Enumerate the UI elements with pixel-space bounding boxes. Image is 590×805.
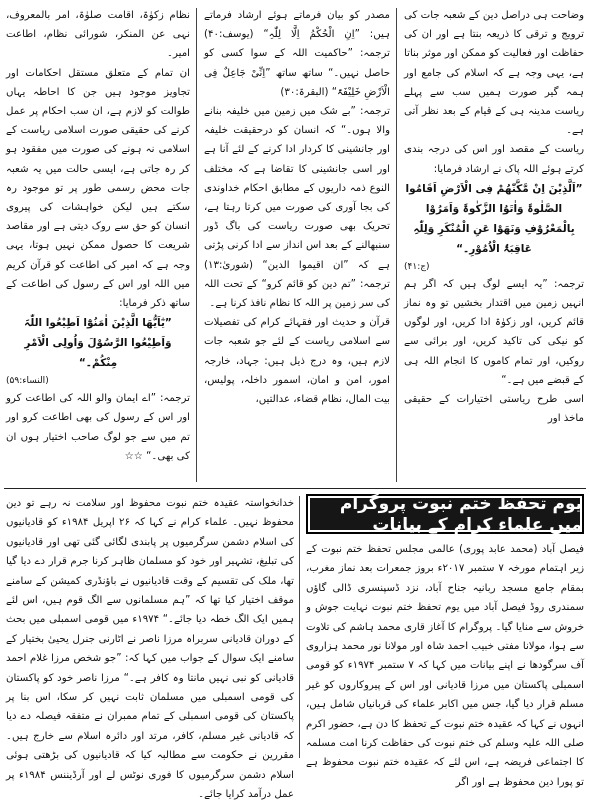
column-rule bbox=[196, 8, 197, 482]
section-divider bbox=[4, 488, 586, 489]
news-section bbox=[4, 492, 586, 801]
article-paragraph: مصدر کو بیان فرماتے ہوئے ارشاد فرماتے ہیں: ”اِنِ الْحُکْمُ اِلَّا لِلّٰہِ“ (یوسف:۴۰) ترجمہ: ”حاکمیت اللہ کے سوا کسی کو حاصل نہیں۔“ ساتھ ساتھ ”اِنِّیْ جَاعِلٌ فِی الْاَرْضِ خَلِیْفَۃً“ (البقرۃ:۳۰) bbox=[204, 10, 390, 98]
article-section bbox=[4, 4, 586, 486]
news-headline: یوم تحفظ ختم نبوت پروگرام میں علماء کرام کے بیانات bbox=[306, 494, 584, 534]
newspaper-page bbox=[4, 4, 586, 801]
article-paragraph: ان تمام کے متعلق مستقل احکامات اور تجاویز موجود ہیں جن کا احاطہ یہاں طوالت کو لازم ہے، ان سب احکام پر عمل کرنے کی حقیقی صورت اسلامی ریاست کے اسلامی نہ ہونے کی صورت میں مفقود ہو کر رہ جاتی ہے، ایسی حالت میں یہ شعبہ جات محض رسمی طور پر تو موجود رہ سکتے ہیں لیکن خواہشات کی پیروی انسان کو حق سے روک دیتی ہے اور مقاصد شریعت کا حصول ممکن نہیں ہوتا، یہی وجہ ہے کہ امیر کی اطاعت کو قرآن کریم میں اللہ اور اس کے رسول کی اطاعت کے ساتھ ذکر فرمایا: bbox=[6, 67, 190, 310]
article-paragraph: قرآن و حدیث اور فقہائے کرام کی تفصیلات سے اسلامی ریاست کے لئے جو شعبہ جات لازم ہیں، وہ درج ذیل ہیں: جہاد، خارجہ امور، امن و امان، اسمور داخلہ، پولیس، بیت المال، نظام قضاء، عدالتیں، bbox=[204, 317, 390, 406]
column-rule bbox=[299, 496, 300, 758]
news-column-right: فیصل آباد (محمد عابد پوری) عالمی مجلس تحفظ ختم نبوت کے زیر اہتمام مورخہ ۷ ستمبر ۲۰۱۷ء بروز جمعرات بعد نماز مغرب، بمقام جامع مسجد ربانیہ جناح آباد، نزد ڈسپنسری ڈالی گاؤں سمندری روڈ فیصل آباد میں یوم تحفظ ختم نبوت نہایت جوش و خروش سے منایا گیا۔ پروگرام کا آغاز قاری محمد ہاشم کی تلاوت سے ہوا، مولانا مفتی خبیب احمد شاہ اور مولانا نور محمد ہزاروی آف سرگودھا نے اپنے بیانات میں کہا کہ ۷ ستمبر ۱۹۷۴ء کو قومی اسمبلی پاکستان میں مرزا قادیانی اور اس کے پیروکاروں کو غیر مسلم قرار دیا گیا، جس میں اکابر علماء کی قربانیاں شامل ہیں، انہوں نے کہا کہ عقیدہ ختم نبوت کے تحفظ کا دن ہے، حضور اکرم صلی اللہ علیہ وسلم کی ختم نبوت کی حفاظت کرنا امت مسلمہ کا اجتماعی فریضہ ہے، اس لئے کہ عقیدہ ختم نبوت محفوظ ہے تو پورا دین محفوظ ہے اور اگر bbox=[306, 544, 585, 788]
column-rule bbox=[396, 8, 397, 482]
article-paragraph: نظام زکوٰۃ، اقامت صلوٰۃ، امر بالمعروف، نہی عن المنکر، شورائی نظام، اطاعت امیر۔ bbox=[6, 10, 190, 60]
quran-verse: ”اَلَّذِیْنَ اِنْ مَّکَّنّٰھُمْ فِی الْاَرْضِ اَقَامُوا الصَّلٰوۃَ وَاٰتَوُا الزَّکٰوۃَ وَاَمَرُوْا بِالْمَعْرُوْفِ وَنَھَوْا عَنِ الْمُنْکَرِ وَلِلّٰہِ عَاقِبَۃُ الْاُمُوْرِ۔“ bbox=[405, 182, 583, 255]
article-column-right bbox=[404, 6, 584, 484]
article-paragraph: اسی طرح ریاستی اختیارات کے حقیقی ماخذ اور bbox=[404, 394, 584, 425]
verse-reference: (النساء:۵۹) bbox=[6, 376, 49, 387]
article-paragraph: وضاحت ہی دراصل دین کے شعبہ جات کی ترویج و ترقی کا ذریعہ بنتا ہے اور ان کی حفاظت اور فعالیت کو ممکن اور موثر بناتا ہے، یہی وجہ ہے کہ اسلام کی جامع اور ہمہ گیر صورت ہمیں سب سے پہلے ریاست مدینہ ہی کے قیام کے بعد نظر آتی ہے۔ bbox=[404, 10, 584, 137]
article-column-middle bbox=[204, 6, 390, 484]
article-paragraph: ترجمہ: ”اے ایمان والو اللہ کی اطاعت کرو اور اس کے رسول کی بھی اطاعت کرو اور تم میں سے جو لوگ صاحب اختیار ہوں ان کی بھی۔“ ☆☆ bbox=[6, 393, 190, 462]
article-column-left bbox=[6, 6, 190, 484]
verse-reference: (ج:۴۱) bbox=[404, 261, 430, 272]
article-paragraph: ترجمہ: ”یہ ایسے لوگ ہیں کہ اگر ہم انہیں زمین میں اقتدار بخشیں تو وہ نماز قائم کریں، اور زکوٰۃ ادا کریں، اور لوگوں کو نیکی کی تاکید کریں، اور برائی سے روکیں، اور تمام کاموں کا انجام اللہ ہی کے قبضے میں ہے۔“ bbox=[404, 278, 584, 386]
news-column-left: خدانخواستہ عقیدہ ختم نبوت محفوظ اور سلامت نہ رہے تو دین محفوظ نہیں۔ علماء کرام نے کہا کہ ۲۶ اپریل ۱۹۸۴ء کو قادیانیوں کی اسلام دشمن سرگرمیوں پر پابندی لگائی گئی تھی اور قادیانیوں کی تبلیغ، تشہیر اور خود کو مسلمان ظاہر کرنا جرم قرار دے دیا گیا تھا، ملک کی تقسیم کے وقت قادیانیوں نے باؤنڈری کمیشن کے سامنے موقف اختیار کیا تھا کہ ”ہم مسلمانوں سے الگ قوم ہیں، اس لئے ہمیں ایک الگ خطہ دیا جائے۔“ ۱۹۷۴ء میں قومی اسمبلی میں بحث کے دوران قادیانی سربراہ مرزا ناصر نے اٹارنی جنرل یحییٰ بختیار کے سامنے ایک سوال کے جواب میں کہا کہ: ”جو شخص مرزا غلام احمد قادیانی کو نبی نہیں مانتا وہ کافر ہے۔“ مرزا ناصر خود کو پاکستان کی قومی اسمبلی میں مسلمان ثابت نہیں کر سکا، اس بنا پر پاکستان کی قومی اسمبلی کے تمام ممبران نے متفقہ فیصلہ دے دیا کہ قادیانی غیر مسلم، کافر، مرتد اور دائرہ اسلام سے خارج ہیں۔ مقررین نے حکومت سے مطالبہ کیا کہ قادیانیوں کی بڑھتی ہوئی اسلام دشمن سرگرمیوں کا فوری نوٹس لے اور آرڈیننس ۱۹۸۴ء پر عمل درآمد کرایا جائے۔ bbox=[6, 498, 294, 801]
quran-verse: ”یٰٓاَیُّھَا الَّذِیْنَ اٰمَنُوْٓا اَطِیْعُوا اللّٰہَ وَاَطِیْعُوا الرَّسُوْلَ وَاُولِی الْاَمْرِ مِنْکُمْ۔“ bbox=[24, 317, 172, 370]
article-paragraph: ریاست کے مقصد اور اس کی درجہ بندی کرتے ہوئے اللہ پاک نے ارشاد فرمایا: bbox=[404, 144, 584, 175]
article-paragraph: ترجمہ: ”بے شک میں زمین میں خلیفہ بنانے والا ہوں۔“ کہ انسان کو درحقیقت خلیفہ اور جانشینی کا کردار ادا کرنے کے لئے آنا ہے اور اسی جانشینی کا تقاضا ہے کہ مختلف النوع ذمہ داریوں کے مطابق احکام خداوندی کی بجا آوری کی صورت میں کرتا رہتا ہے، تحریک بھی صورت ریاست کی باگ ڈور سنبھالنے کے بعد اس انداز سے ادا کرنی پڑتی ہے کہ ”ان اقیموا الدین“ (شوریٰ:۱۳) ترجمہ: ”تم دین کو قائم کرو“ کے تحت اللہ کی سر زمین پر اللہ کا نظام نافذ کرنا ہے۔ bbox=[204, 106, 390, 310]
